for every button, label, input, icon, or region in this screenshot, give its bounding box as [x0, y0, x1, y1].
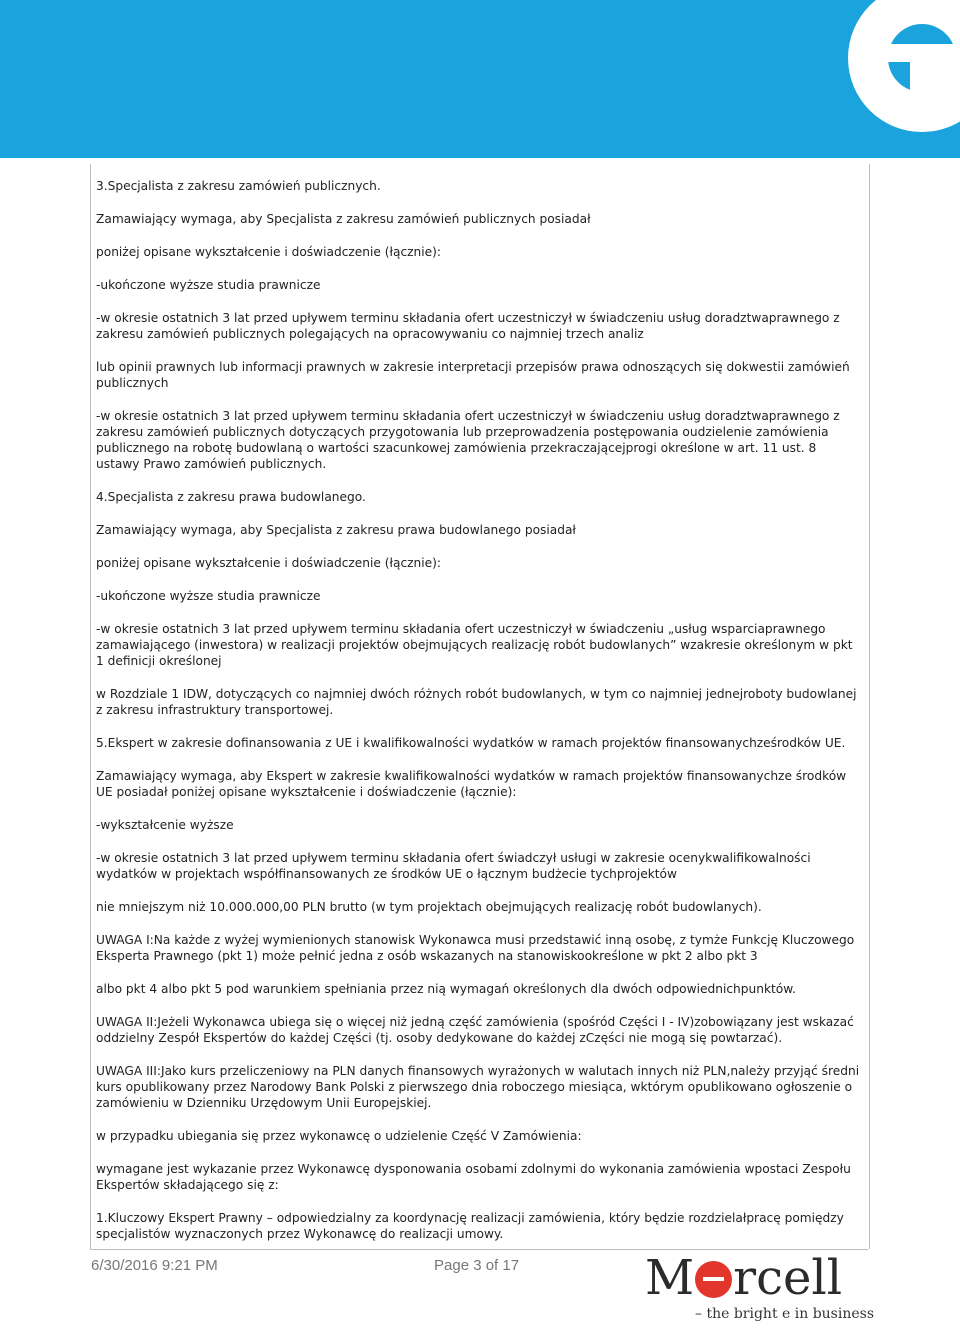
paragraph: -ukończone wyższe studia prawnicze — [96, 589, 321, 603]
brand-tagline: – the bright e in business — [695, 1306, 875, 1322]
paragraph: Zamawiający wymaga, aby Ekspert w zakresie kwalifikowalności wydatków w ramach projektów finansowanychze środków UE posiadał poniżej opisane wykształcenie i doświadczenie (łącznie): — [96, 769, 847, 799]
paragraph: 1.Kluczowy Ekspert Prawny – odpowiedzialny za koordynację realizacji zamówienia, który będzie rozdzielałpracę pomiędzy specjalistów wyznaczonych przez Wykonawcę do realizacji umowy. — [96, 1211, 844, 1241]
paragraph: lub opinii prawnych lub informacji prawnych w zakresie interpretacji przepisów prawa odnoszących się dokwestii zamówień publicznych — [96, 360, 850, 390]
paragraph: -w okresie ostatnich 3 lat przed upływem terminu składania ofert świadczył usługi w zakresie ocenykwalifikowalności wydatków w projektach współfinansowanych ze środków UE o łącznym budżecie tychprojektów — [96, 851, 811, 881]
footer-datetime: 6/30/2016 9:21 PM — [91, 1257, 218, 1274]
paragraph: Zamawiający wymaga, aby Specjalista z zakresu prawa budowlanego posiadał — [96, 523, 576, 537]
paragraph: UWAGA III:Jako kurs przeliczeniowy na PLN danych finansowych wyrażonych w walutach innych niż PLN,należy przyjąć średni kurs opublikowany przez Narodowy Bank Polski z pierwszego dnia roboczego miesiąca, wktórym opublikowano ogłoszenie o zamówieniu w Dzienniku Urzędowym Unii Europejskiej. — [96, 1064, 860, 1110]
paragraph: 3.Specjalista z zakresu zamówień publicznych. — [96, 179, 381, 193]
brand-wordmark — [645, 1250, 842, 1306]
paragraph: albo pkt 4 albo pkt 5 pod warunkiem spełniania przez nią wymagań określonych dla dwóch odpowiednichpunktów. — [96, 982, 796, 996]
page-number: Page 3 of 17 — [434, 1257, 520, 1274]
paragraph: Zamawiający wymaga, aby Specjalista z zakresu zamówień publicznych posiadał — [96, 212, 591, 226]
paragraph: -ukończone wyższe studia prawnicze — [96, 278, 321, 292]
paragraph: wymagane jest wykazanie przez Wykonawcę dysponowania osobami zdolnymi do wykonania zamówienia wpostaci Zespołu Ekspertów składającego się z: — [96, 1162, 851, 1192]
paragraph: -w okresie ostatnich 3 lat przed upływem terminu składania ofert uczestniczył w świadczeniu usług doradztwaprawnego z zakresu zamówień publicznych polegających na opracowywaniu co najmniej trzech analiz — [96, 311, 840, 341]
paragraph: poniżej opisane wykształcenie i doświadczenie (łącznie): — [96, 245, 442, 259]
paragraph: poniżej opisane wykształcenie i doświadczenie (łącznie): — [96, 556, 442, 570]
paragraph: -w okresie ostatnich 3 lat przed upływem terminu składania ofert uczestniczył w świadczeniu „usług wsparciaprawnego zamawiającego (inwestora) w realizacji projektów obejmujących realizację robót budowlanych” wzakresie określonym w pkt 1 definicji określonej — [96, 622, 853, 668]
paragraph: -w okresie ostatnich 3 lat przed upływem terminu składania ofert uczestniczył w świadczeniu usług doradztwaprawnego z zakresu zamówień publicznych dotyczących przygotowania lub przeprowadzenia postępowania oudzielenie zamówienia publicznego na robotę budowlaną o wartości szacunkowej zamówienia przekraczającejprogi określone w art. 11 ust. 8 ustawy Prawo zamówień publicznych. — [96, 409, 840, 471]
paragraph: UWAGA I:Na każde z wyżej wymienionych stanowisk Wykonawca musi przedstawić inną osobę, z tymże Funkcję Kluczowego Eksperta Prawnego (pkt 1) może pełnić jedna z osób wskazanych na stanowiskookreślone w pkt 2 albo pkt 3 — [96, 933, 855, 963]
paragraph: nie mniejszym niż 10.000.000,00 PLN brutto (w tym projektach obejmujących realizację robót budowlanych). — [96, 900, 762, 914]
brand-suffix: rcell — [733, 1250, 843, 1306]
paragraph: w przypadku ubiegania się przez wykonawcę o udzielenie Część V Zamówienia: — [96, 1129, 582, 1143]
header-band — [0, 0, 960, 158]
paragraph: -wykształcenie wyższe — [96, 818, 234, 832]
paragraph: UWAGA II:Jeżeli Wykonawca ubiega się o więcej niż jedną część zamówienia (spośród Części I - IV)zobowiązany jest wskazać oddzielny Zespół Ekspertów do każdej Części (tj. osoby dedykowane do każdej zCzęści nie mogą się powtarzać). — [96, 1015, 854, 1045]
brand-logo — [645, 1250, 875, 1329]
e-logo-icon — [810, 0, 960, 158]
brand-e-icon — [695, 1261, 732, 1298]
paragraph: 4.Specjalista z zakresu prawa budowlanego. — [96, 490, 366, 504]
document-body — [96, 178, 862, 1259]
paragraph: w Rozdziale 1 IDW, dotyczących co najmniej dwóch różnych robót budowlanych, w tym co najmniej jednejroboty budowlanej z zakresu infrastruktury transportowej. — [96, 687, 857, 717]
brand-prefix: M — [645, 1250, 695, 1306]
paragraph: 5.Ekspert w zakresie dofinansowania z UE i kwalifikowalności wydatków w ramach projektów finansowanychześrodków UE. — [96, 736, 846, 750]
